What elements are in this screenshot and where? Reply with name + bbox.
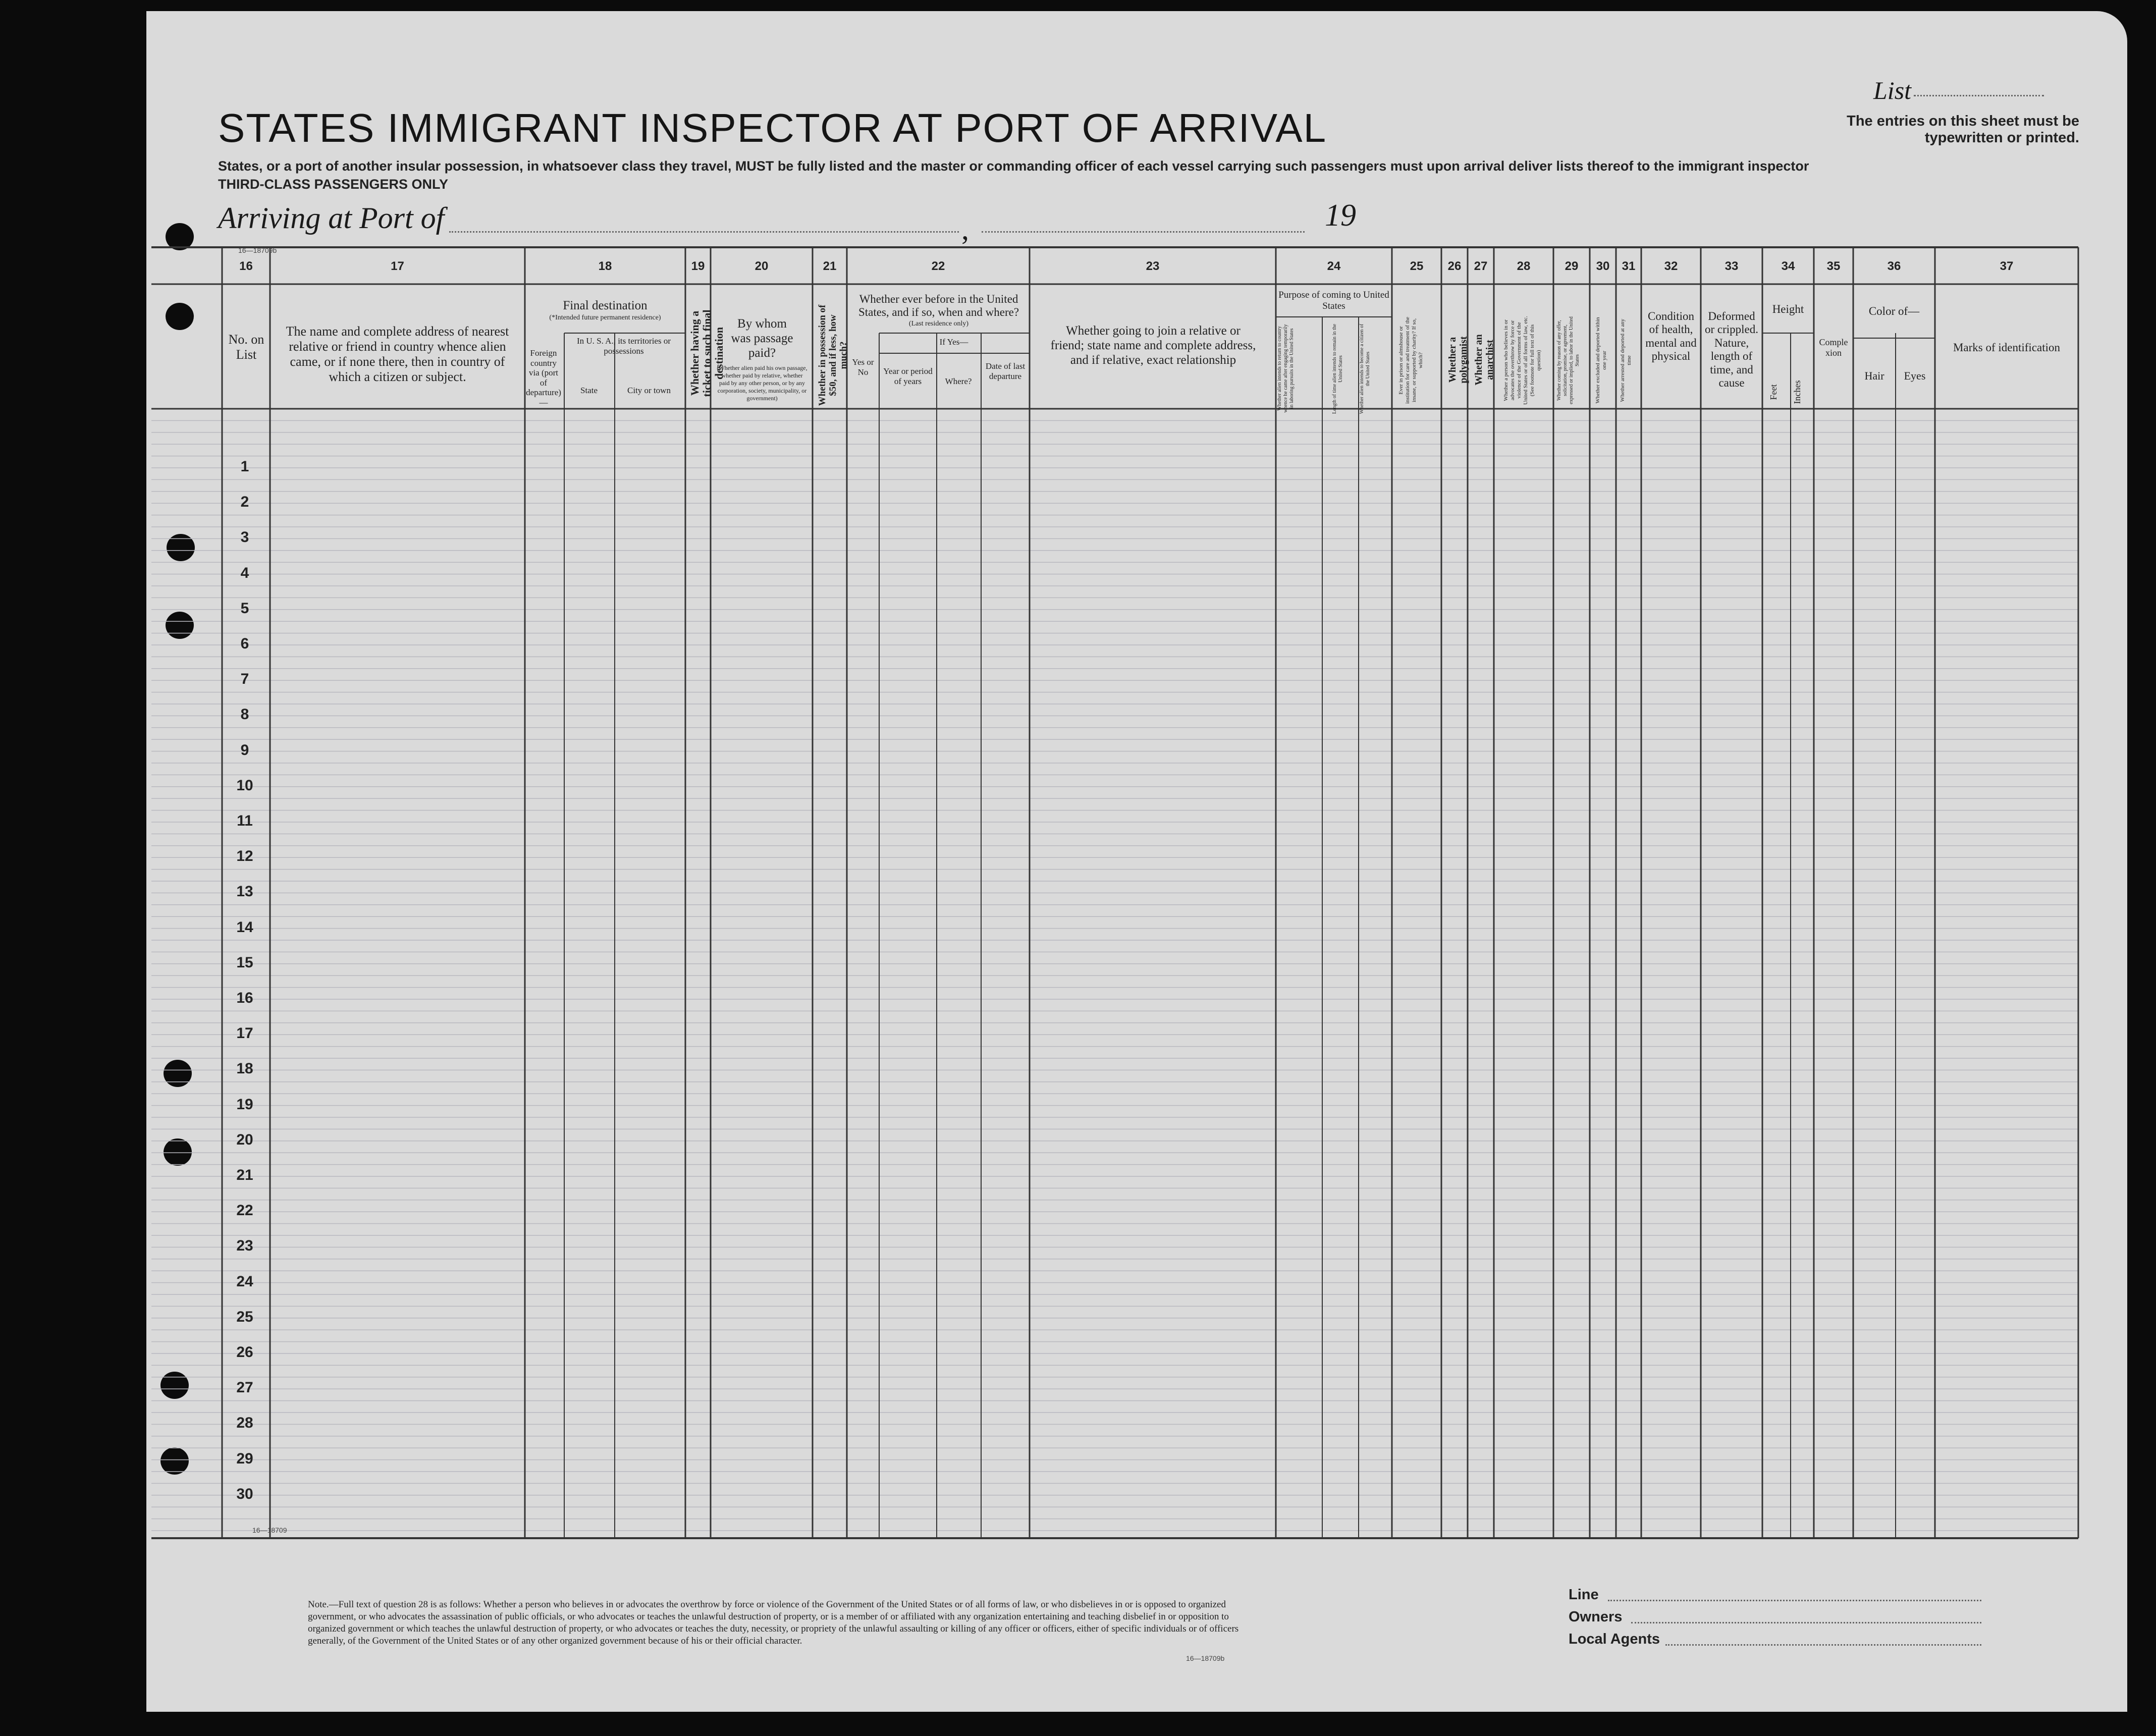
col-num-26: 26 (1447, 259, 1462, 273)
footnote-question-28: Note.—Full text of question 28 is as follows: Whether a person who believes in or advocates the overthrow by force or violence of the Government of the United States or of all forms of law, or who disbelieves in or is opposed to organized government, or who advocates the assassination of public officials, or who advocates or teaches the unlawful destruction of property, or is a member of or affiliated with any organization entertaining and teaching disbelief in or opposition to organized government or which teaches the unlawful destruction of property, or who advocates or teaches the duty, necessity, or propriety of the unlawful assaulting or killing of any officer or officers, either of specific individuals or of officers generally, of the Government of the United States or of any other organized government because of his or their official character. (308, 1599, 1239, 1646)
footnote-code: 16—18709b (1186, 1654, 1225, 1662)
line-label: Line (1569, 1587, 1599, 1603)
row-number: 13 (236, 883, 253, 900)
row-number: 11 (237, 812, 253, 829)
row-number: 1 (240, 458, 249, 475)
row-number: 4 (240, 564, 249, 581)
col-num-21: 21 (823, 259, 837, 273)
col-22-where: Where? (945, 376, 972, 386)
row-number: 6 (240, 635, 249, 652)
col-22-period: Year or period of years (883, 366, 933, 386)
col-num-36: 36 (1887, 259, 1901, 273)
col-num-22: 22 (931, 259, 945, 273)
col-num-25: 25 (1410, 259, 1424, 273)
col-18-usa: In U. S. A., its territories or possessions (576, 336, 671, 356)
col-18-header: Final destination (563, 299, 648, 312)
row-number: 20 (236, 1131, 253, 1148)
col-23-header: Whether going to join a relative or friend; state name and complete address, and if relative, exact relationship (1050, 324, 1256, 367)
col-33-header: Deformed or crippled. Nature, length of time, and cause (1704, 310, 1758, 390)
row-number: 10 (236, 777, 253, 794)
col-num-37: 37 (2000, 259, 2014, 273)
col-18-subheader: (*Intended future permanent residence) (549, 314, 661, 321)
owners-field (1631, 1622, 1981, 1623)
col-34-feet: Feet (1768, 384, 1778, 400)
row-number: 14 (236, 918, 253, 936)
list-label: List (1873, 76, 1912, 104)
col-22-header: Whether ever before in the United States, and if so, when and where? (858, 293, 1019, 319)
col-17-header: The name and complete address of nearest relative or friend in country whence alien came, or if none there, then in country of which a citizen or subject. (286, 324, 509, 384)
row-number: 29 (236, 1450, 253, 1467)
row-number: 21 (236, 1167, 253, 1183)
form-code-top: 16—18709b (238, 246, 277, 254)
row-number: 24 (236, 1273, 253, 1290)
row-number: 5 (240, 600, 249, 617)
col-num-16: 16 (239, 259, 253, 273)
col-29-header: Whether coming by reason of any offer, solicitation, promise, or agreement, expressed or implied, to labor in the United States (1556, 316, 1580, 404)
col-21-header: Whether in possession of $50, and if less, how much? (817, 304, 849, 406)
local-agents-field (1665, 1644, 1981, 1646)
col-30-header: Whether excluded and deported within one year (1595, 317, 1607, 404)
form-subtitle: States, or a port of another insular possession, in whatsoever class they travel, MUST be fully listed and the master or commanding officer of each vessel carrying such passengers must upon arrival deliver lists thereof to the immigrant inspector (218, 158, 1809, 174)
col-18-state: State (580, 386, 598, 395)
col-16-header: No. on List (228, 332, 264, 362)
col-34-inches: Inches (1792, 380, 1802, 404)
row-number: 15 (236, 954, 253, 971)
row-number: 17 (236, 1025, 253, 1042)
col-num-34: 34 (1781, 259, 1795, 273)
col-32-header: Condition of health, mental and physical (1645, 310, 1697, 363)
col-22-date: Date of last departure (985, 361, 1026, 381)
row-number: 23 (236, 1237, 253, 1255)
local-agents-label: Local Agents (1569, 1631, 1660, 1647)
row-number: 8 (240, 706, 249, 723)
year-prefix: 19 (1325, 198, 1356, 233)
col-num-24: 24 (1327, 259, 1341, 273)
col-num-28: 28 (1517, 259, 1531, 273)
col-num-30: 30 (1596, 259, 1610, 273)
col-num-31: 31 (1622, 259, 1636, 273)
col-36-hair: Hair (1864, 369, 1884, 382)
col-num-33: 33 (1724, 259, 1739, 273)
col-18-foreign: Foreign country via (port of departure)— (526, 348, 561, 407)
row-number: 3 (240, 529, 249, 546)
col-24-return: Whether alien intends to return to country whence he came after engaging temporarily in laboring pursuits in the United States (1277, 324, 1295, 413)
col-22-if-yes: If Yes— (939, 337, 968, 347)
col-num-29: 29 (1565, 259, 1579, 273)
col-19-header: Whether having a ticket to such final destination (688, 309, 726, 397)
col-24-citizen: Whether alien intends to become a citizen of the United States (1359, 323, 1371, 414)
col-22-yes-no: Yes or No (852, 357, 874, 377)
col-18-city: City or town (627, 386, 671, 395)
col-22-subheader: (Last residence only) (908, 320, 969, 328)
line-field (1608, 1600, 1981, 1601)
col-num-32: 32 (1664, 259, 1678, 273)
passenger-class: THIRD-CLASS PASSENGERS ONLY (218, 177, 449, 192)
row-number: 12 (236, 848, 253, 865)
col-24-length: Length of time alien intends to remain in the United States (1332, 323, 1343, 414)
col-34-header: Height (1772, 303, 1804, 315)
col-27-header: Whether an anarchist (1473, 334, 1495, 386)
col-37-header: Marks of identification (1953, 341, 2061, 354)
col-36-eyes: Eyes (1904, 369, 1926, 382)
col-num-23: 23 (1146, 259, 1160, 273)
col-31-header: Whether arrested and deported at any time (1620, 318, 1632, 402)
row-number: 22 (236, 1202, 253, 1219)
col-num-17: 17 (391, 259, 404, 273)
col-num-19: 19 (691, 259, 705, 273)
row-number: 28 (236, 1415, 253, 1432)
form-title: STATES IMMIGRANT INSPECTOR AT PORT OF ARRIVAL (218, 105, 1327, 150)
col-num-35: 35 (1826, 259, 1841, 273)
col-24-header: Purpose of coming to United States (1278, 290, 1389, 311)
owners-label: Owners (1569, 1609, 1623, 1625)
row-number: 2 (240, 494, 249, 511)
row-number: 18 (236, 1060, 253, 1077)
col-num-20: 20 (754, 259, 769, 273)
row-number: 26 (236, 1344, 253, 1361)
col-num-27: 27 (1474, 259, 1488, 273)
entries-note: The entries on this sheet must be typewritten or printed. (1847, 113, 2079, 146)
row-number: 9 (240, 741, 249, 758)
row-number: 25 (236, 1308, 253, 1325)
col-26-header: Whether a polygamist (1447, 336, 1469, 384)
col-25-header: Ever in prison or almshouse or institution for care and treatment of the insane, or supported by charity? If so, which? (1398, 316, 1424, 404)
row-number: 19 (236, 1096, 253, 1113)
row-number: 30 (236, 1485, 253, 1502)
col-35-header: Complexion (1819, 337, 1848, 358)
row-number: 7 (240, 671, 249, 688)
comma: , (961, 212, 969, 246)
row-number: 16 (236, 990, 253, 1006)
col-20-header: By whom was passage paid? (731, 317, 793, 360)
col-36-header: Color of— (1868, 305, 1920, 317)
form-code-bottom: 16—18709 (252, 1526, 287, 1534)
col-28-header: Whether a person who believes in or advocates the overthrow by force or violence of the Government of the United States or of all forms of law, etc. (See footnote for full text of this question) (1503, 316, 1542, 405)
col-20-subheader: (Whether alien paid his own passage, whether paid by relative, whether paid by any other person, or by any corporation, society, municipality, or government) (717, 364, 807, 402)
arriving-at-port-label: Arriving at Port of (218, 201, 445, 235)
col-num-18: 18 (598, 259, 612, 273)
row-number: 27 (236, 1379, 253, 1396)
